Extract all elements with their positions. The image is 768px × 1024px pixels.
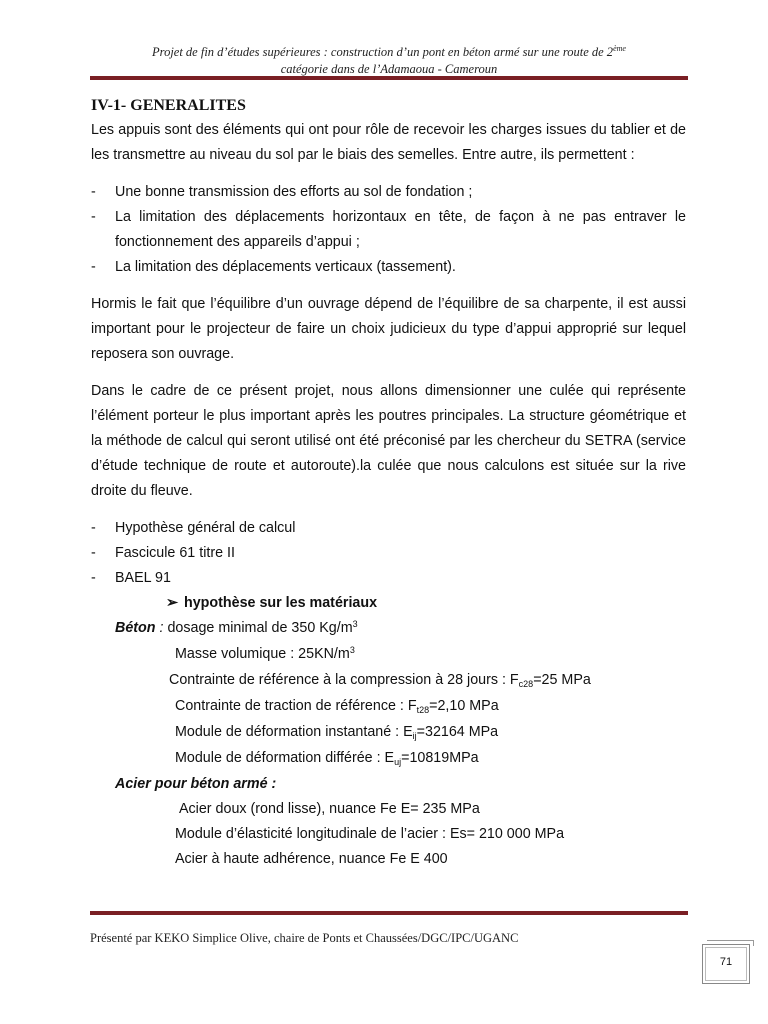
header-line-1: Projet de fin d’études supérieures : construction d’un pont en béton armé sur une route de 2ème [152,44,626,60]
page-number-box [702,944,750,984]
masse-volumique-line: Masse volumique : $25KN/m^3$ [175,645,355,662]
acier-label: Acier pour béton armé : [115,776,277,792]
list-item: - Fascicule 61 titre II [91,541,686,566]
paragraph-3: Dans le cadre de ce présent projet, nous allons dimensionner une culée qui représente l’élément porteur le plus important après les poutres principales. La structure géométrique et la méthode de calcul qui seront utilisé ont été préconisé par les chercheur du SETRA (service d’étude technique de route et autoroute).la culée que nous calculons est située sur la rive droite du fleuve. [91,383,686,499]
header-rule [90,76,688,80]
beton-label: Béton [115,620,156,636]
page-footer: Présenté par KEKO Simplice Olive, chaire de Ponts et Chaussées/DGC/IPC/UGANC [90,931,519,945]
paragraph-2: Hormis le fait que l’équilibre d’un ouvrage dépend de l’équilibre de sa charpente, il est aussi important pour le projecteur de faire un choix judicieux du type d’appui approprié sur lequel reposera son ouvrage. [91,296,686,362]
arrow-bullet-icon: ➢ [166,595,178,611]
compression-line: Contrainte de référence à la compression à 28 jours : $F_{c28}=25$ MPa [169,672,591,689]
module-differe-line: Module de déformation différée : $E_{uj}=10819MPa$ [175,750,479,767]
footer-rule [90,911,688,915]
traction-line: Contrainte de traction de référence : $F_{t28}=2,10$ MPa [175,698,499,715]
module-elasticite-line: Module d’élasticité longitudinale de l’acier : Es= 210 000 MPa [175,826,565,842]
header-line-2: catégorie dans de l’Adamaoua - Cameroun [280,62,498,77]
list-item: - La limitation des déplacements horizontaux en tête, de façon à ne pas entraver le fonctionnement des appareils d’appui ; [91,205,686,255]
list-item: - BAEL 91 [91,566,686,591]
roles-list [91,180,686,280]
hypotheses-list [91,516,686,591]
list-item: - Hypothèse général de calcul [91,516,686,541]
list-item: - La limitation des déplacements verticaux (tassement). [91,255,686,280]
materials-heading: ➢ hypothèse sur les matériaux [166,595,378,611]
acier-ha-line: Acier à haute adhérence, nuance Fe E 400 [175,851,448,867]
list-item: - Une bonne transmission des efforts au sol de fondation ; [91,180,686,205]
intro-paragraph: Les appuis sont des éléments qui ont pour rôle de recevoir les charges issues du tablier et de les transmettre au niveau du sol par le biais des semelles. Entre autre, ils permettent : [91,122,686,163]
section-title: IV-1- GENERALITES [91,97,246,114]
page-content [91,118,686,872]
beton-line: Béton : dosage minimal de 350 $Kg/m^3$ [115,619,358,636]
acier-doux-line: Acier doux (rond lisse), nuance Fe E= 235 MPa [179,801,480,817]
module-instantane-line: Module de déformation instantané : $E_{ij}=32164$ MPa [175,724,499,741]
page-header [90,40,688,78]
page-number: 71 [719,956,733,968]
